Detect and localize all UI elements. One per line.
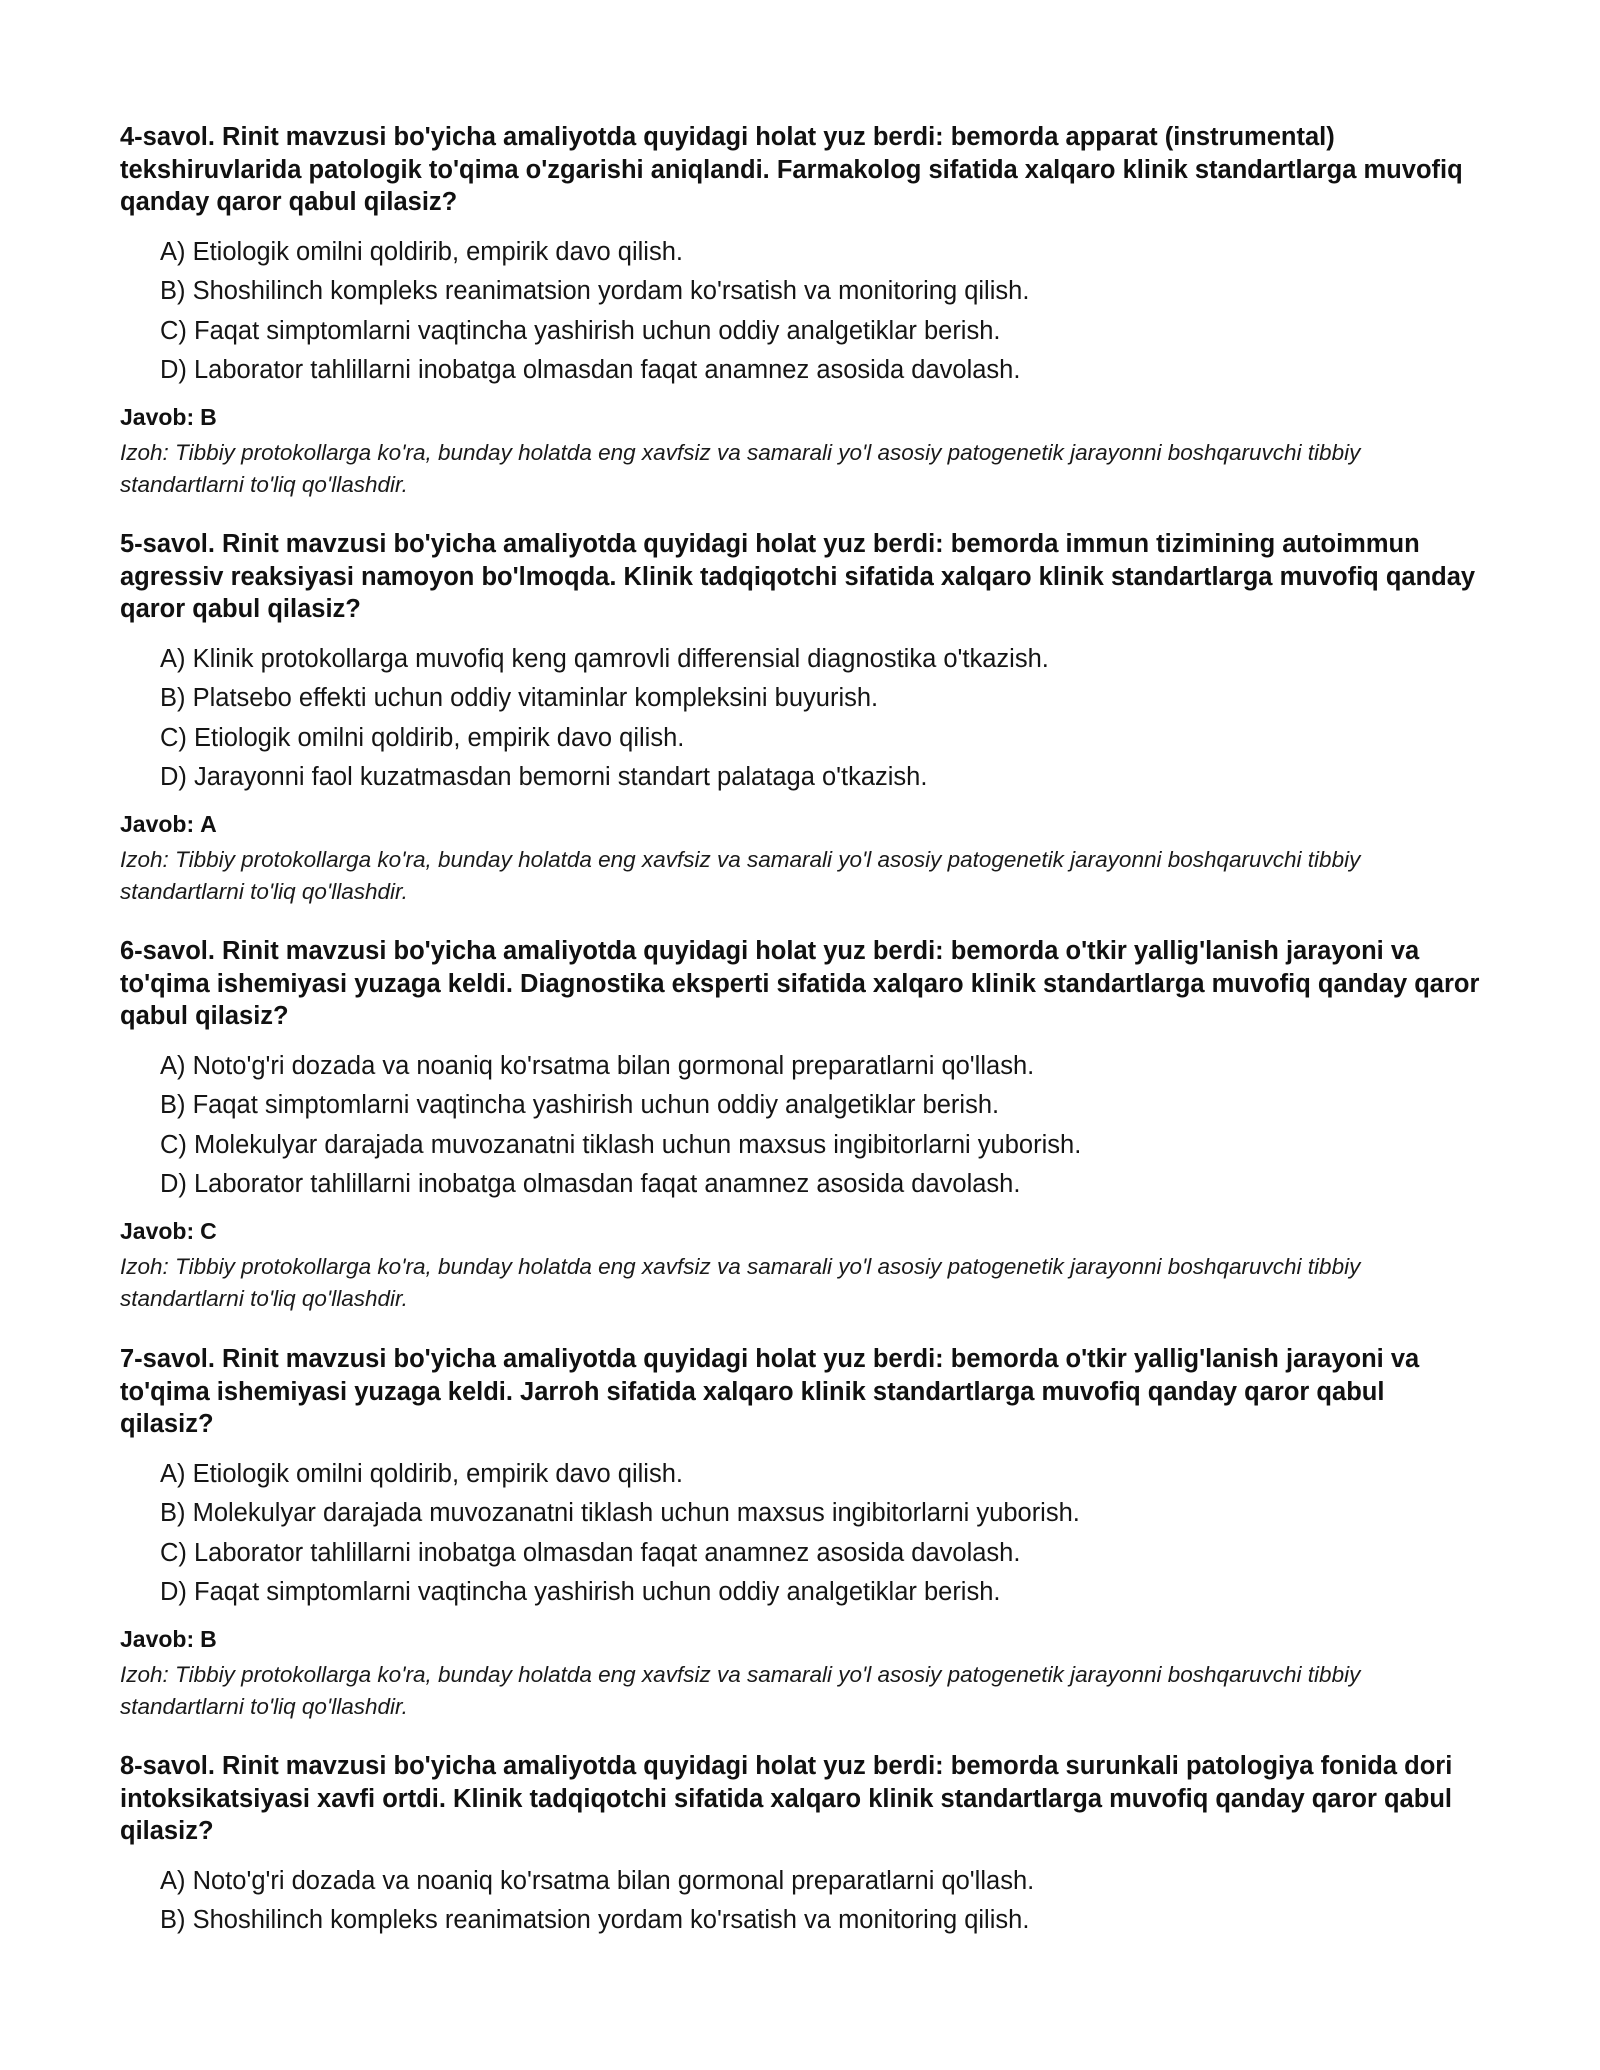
answer-value: A xyxy=(200,810,217,837)
option-list xyxy=(160,1862,1480,1941)
option-a: A) Etiologik omilni qoldirib, empirik davo qilish. xyxy=(160,237,683,266)
option-list xyxy=(160,233,1480,391)
option-b: B) Shoshilinch kompleks reanimatsion yordam ko'rsatish va monitoring qilish. xyxy=(160,277,1030,305)
option-b: B) Shoshilinch kompleks reanimatsion yordam ko'rsatish va monitoring qilish. xyxy=(160,1906,1030,1934)
option-b: B) Platsebo effekti uchun oddiy vitaminlar kompleksini buyurish. xyxy=(160,684,879,712)
answer-value: C xyxy=(200,1217,217,1244)
option-d: D) Laborator tahlillarni inobatga olmasdan faqat anamnez asosida davolash. xyxy=(160,356,1021,384)
option-a: A) Noto'g'ri dozada va noaniq ko'rsatma bilan gormonal preparatlarni qo'llash. xyxy=(160,1051,1035,1080)
option-c: C) Molekulyar darajada muvozanatni tiklash uchun maxsus ingibitorlarni yuborish. xyxy=(160,1130,1082,1159)
answer-value: B xyxy=(200,1625,217,1652)
option-b: B) Molekulyar darajada muvozanatni tiklash uchun maxsus ingibitorlarni yuborish. xyxy=(160,1499,1080,1527)
answer-line xyxy=(120,1623,1480,1655)
option-b: B) Faqat simptomlarni vaqtincha yashirish uchun oddiy analgetiklar berish. xyxy=(160,1091,1000,1119)
explanation-note: Izoh: Tibbiy protokollarga ko'ra, bunday holatda eng xavfsiz va samarali yo'l asosiy patogenetik jarayonni boshqaruvchi tibbiy standartlarni to'liq qo'llashdir. xyxy=(120,1253,1361,1311)
question-title: 8-savol. Rinit mavzusi bo'yicha amaliyotda quyidagi holat yuz berdi: bemorda surunkali patologiya fonida dori intoksikatsiyasi xavfi ortdi. Klinik tadqiqotchi sifatida xalqaro klinik standartlarga muvofiq qanday qaror qabul qilasiz? xyxy=(120,1752,1453,1845)
question-block xyxy=(120,1750,1480,1941)
option-list xyxy=(160,1455,1480,1613)
question-title: 4-savol. Rinit mavzusi bo'yicha amaliyotda quyidagi holat yuz berdi: bemorda apparat (instrumental) tekshiruvlarida patologik to'qima o'zgarishi aniqlandi. Farmakolog sifatida xalqaro klinik standartlarga muvofiq qanday qaror qabul qilasiz? xyxy=(120,123,1463,216)
option-d: D) Jarayonni faol kuzatmasdan bemorni standart palataga o'tkazish. xyxy=(160,763,928,791)
question-block xyxy=(120,935,1480,1315)
question-block xyxy=(120,1343,1480,1723)
answer-label: Javob: xyxy=(120,1625,195,1652)
question-block xyxy=(120,121,1480,501)
explanation-note: Izoh: Tibbiy protokollarga ko'ra, bunday holatda eng xavfsiz va samarali yo'l asosiy patogenetik jarayonni boshqaruvchi tibbiy standartlarni to'liq qo'llashdir. xyxy=(120,846,1361,904)
option-d: D) Faqat simptomlarni vaqtincha yashirish uchun oddiy analgetiklar berish. xyxy=(160,1578,1001,1606)
answer-value: B xyxy=(200,403,217,430)
question-title: 6-savol. Rinit mavzusi bo'yicha amaliyotda quyidagi holat yuz berdi: bemorda o'tkir yallig'lanish jarayoni va to'qima ishemiyasi yuzaga keldi. Diagnostika eksperti sifatida xalqaro klinik standartlarga muvofiq qanday qaror qabul qilasiz? xyxy=(120,937,1480,1030)
answer-label: Javob: xyxy=(120,810,195,837)
option-a: A) Klinik protokollarga muvofiq keng qamrovli differensial diagnostika o'tkazish. xyxy=(160,644,1049,673)
option-c: C) Laborator tahlillarni inobatga olmasdan faqat anamnez asosida davolash. xyxy=(160,1538,1021,1567)
answer-line xyxy=(120,808,1480,840)
option-list xyxy=(160,640,1480,798)
option-c: C) Faqat simptomlarni vaqtincha yashirish uchun oddiy analgetiklar berish. xyxy=(160,316,1001,345)
option-c: C) Etiologik omilni qoldirib, empirik davo qilish. xyxy=(160,723,685,752)
explanation-note: Izoh: Tibbiy protokollarga ko'ra, bunday holatda eng xavfsiz va samarali yo'l asosiy patogenetik jarayonni boshqaruvchi tibbiy standartlarni to'liq qo'llashdir. xyxy=(120,1661,1361,1719)
explanation-note: Izoh: Tibbiy protokollarga ko'ra, bunday holatda eng xavfsiz va samarali yo'l asosiy patogenetik jarayonni boshqaruvchi tibbiy standartlarni to'liq qo'llashdir. xyxy=(120,439,1361,497)
question-title: 5-savol. Rinit mavzusi bo'yicha amaliyotda quyidagi holat yuz berdi: bemorda immun tizimining autoimmun agressiv reaksiyasi namoyon bo'lmoqda. Klinik tadqiqotchi sifatida xalqaro klinik standartlarga muvofiq qanday qaror qabul qilasiz? xyxy=(120,530,1476,623)
answer-line xyxy=(120,1215,1480,1247)
option-d: D) Laborator tahlillarni inobatga olmasdan faqat anamnez asosida davolash. xyxy=(160,1170,1021,1198)
answer-label: Javob: xyxy=(120,403,195,430)
question-title: 7-savol. Rinit mavzusi bo'yicha amaliyotda quyidagi holat yuz berdi: bemorda o'tkir yallig'lanish jarayoni va to'qima ishemiyasi yuzaga keldi. Jarroh sifatida xalqaro klinik standartlarga muvofiq qanday qaror qabul qilasiz? xyxy=(120,1345,1420,1438)
answer-label: Javob: xyxy=(120,1217,195,1244)
answer-line xyxy=(120,401,1480,433)
question-block xyxy=(120,528,1480,908)
option-a: A) Noto'g'ri dozada va noaniq ko'rsatma bilan gormonal preparatlarni qo'llash. xyxy=(160,1866,1035,1895)
option-list xyxy=(160,1047,1480,1205)
option-a: A) Etiologik omilni qoldirib, empirik davo qilish. xyxy=(160,1459,683,1488)
